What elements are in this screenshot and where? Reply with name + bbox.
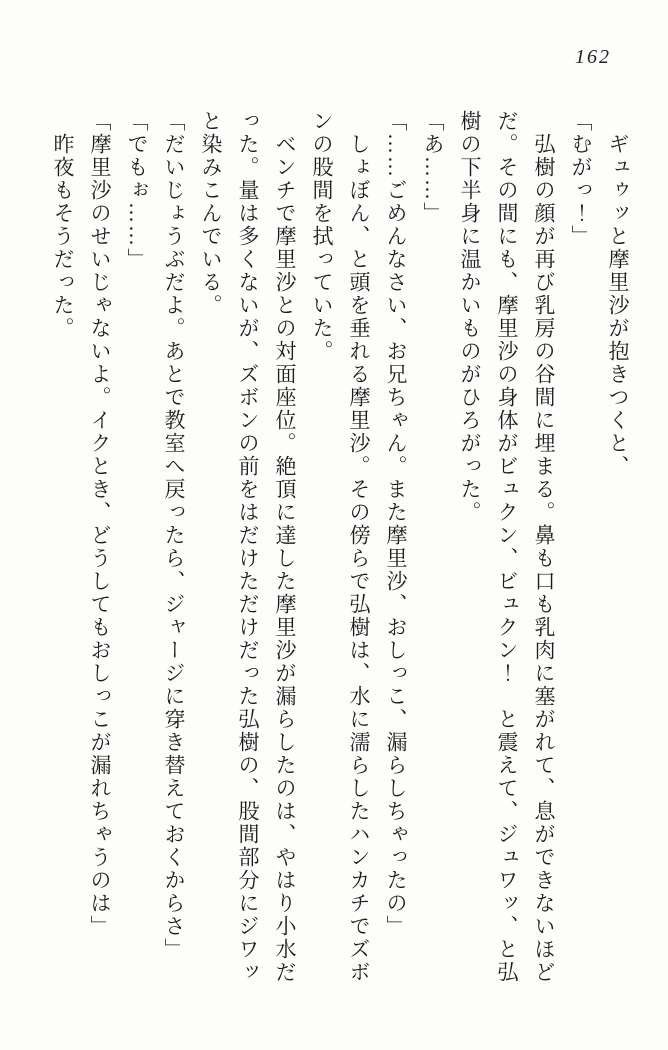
- text-column-9: ンの股間を拭っていた。: [310, 110, 334, 363]
- text-column-5: 樹の下半身に温かいものがひろがった。: [458, 110, 482, 524]
- text-column-16: 昨夜もそうだった。: [51, 110, 75, 340]
- text-column-4: だ。その間にも、摩里沙の身体がビュクン、ビュクン！ と震えて、ジュワッ、と弘: [495, 110, 519, 984]
- text-column-6: 「あ……」: [421, 110, 445, 225]
- text-column-12: と染みこんでいる。: [199, 110, 223, 317]
- text-column-10: ベンチで摩里沙との対面座位。絶頂に達した摩里沙が漏らしたのは、やはり小水だ: [273, 110, 297, 984]
- text-column-14: 「でもぉ……」: [125, 110, 149, 271]
- text-column-15: 「摩里沙のせいじゃないよ。イクとき、どうしてもおしっこが漏れちゃうのは」: [88, 110, 112, 938]
- text-column-1: ギュゥッと摩里沙が抱きつくと、: [606, 110, 630, 478]
- text-column-7: 「……ごめんなさい、お兄ちゃん。また摩里沙、おしっこ、漏らしちゃったの」: [384, 110, 408, 938]
- page-number: 162: [575, 46, 611, 68]
- text-column-11: った。量は多くないが、ズボンの前をはだけただけだった弘樹の、股間部分にジワッ: [236, 110, 260, 984]
- text-block: [44, 110, 636, 990]
- text-column-2: 「むがっ！」: [569, 110, 593, 248]
- text-column-8: しょぼん、と頭を垂れる摩里沙。その傍らで弘樹は、水に濡らしたハンカチでズボ: [347, 110, 371, 984]
- text-column-13: 「だいじょうぶだよ。あとで教室へ戻ったら、ジャージに穿き替えておくからさ」: [162, 110, 186, 961]
- text-column-3: 弘樹の顔が再び乳房の谷間に埋まる。鼻も口も乳肉に塞がれて、息ができないほど: [532, 110, 556, 984]
